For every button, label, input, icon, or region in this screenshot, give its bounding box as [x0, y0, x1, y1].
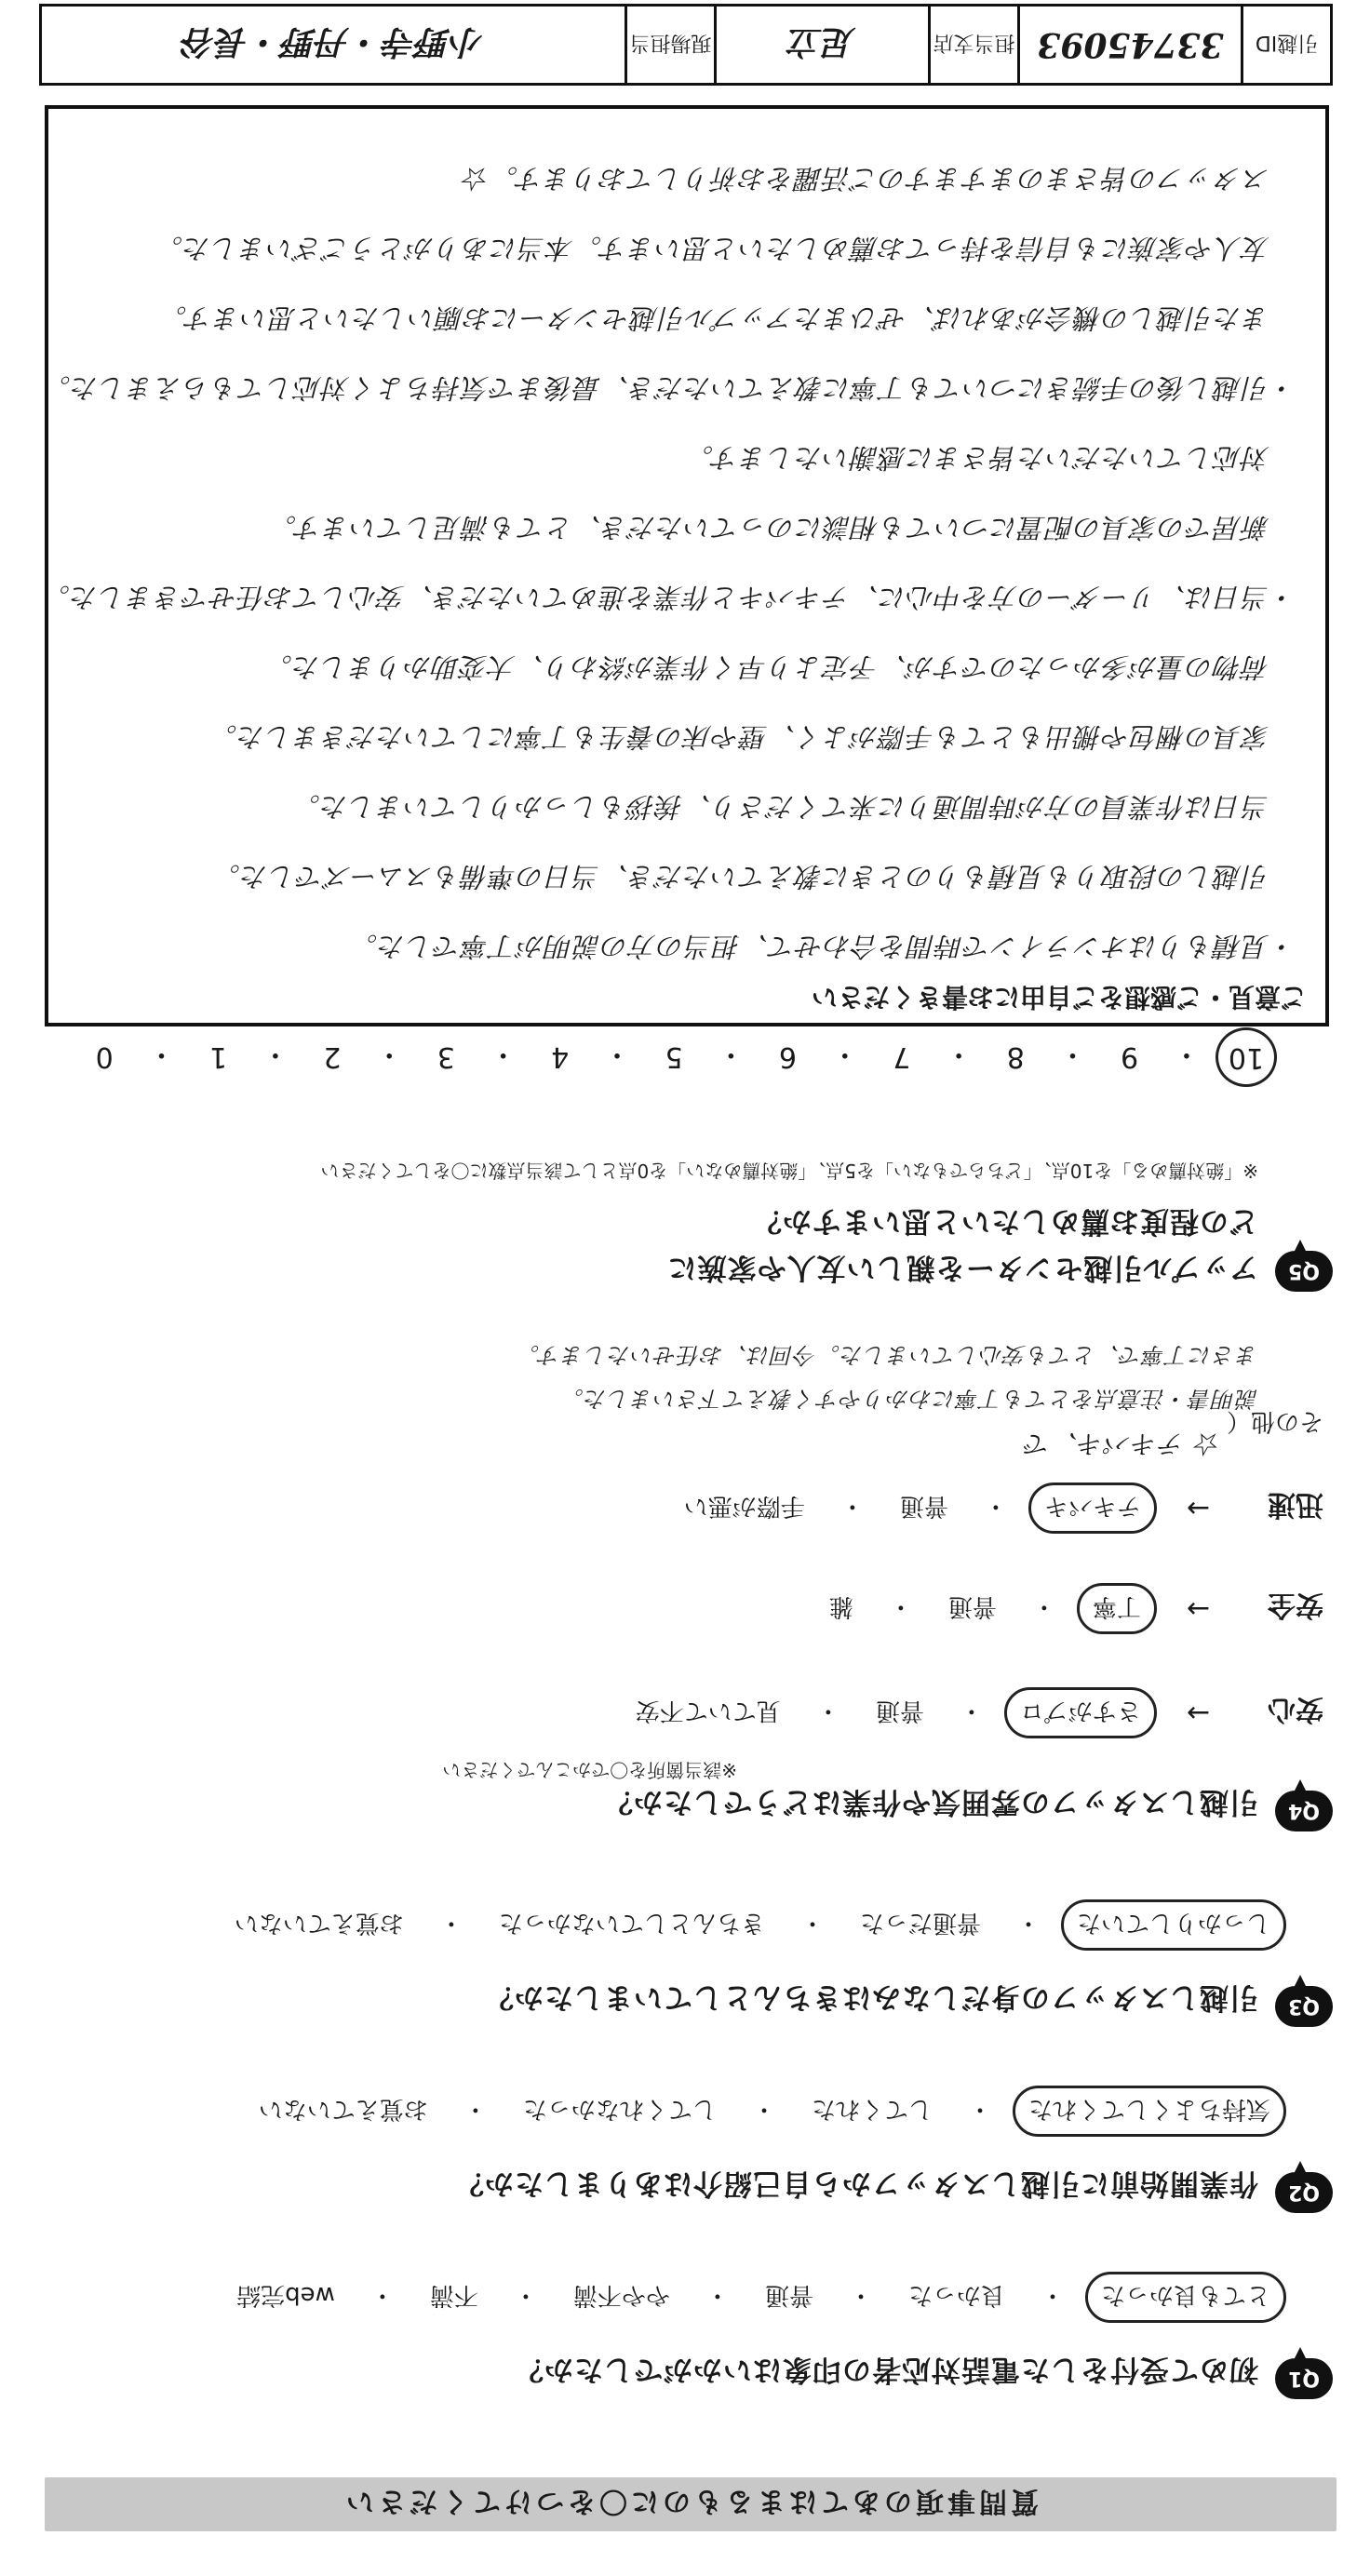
q1-options: とても良かった ・ 良かった ・ 普通 ・ やや不満 ・ 不満 ・ web完結 — [222, 2272, 1286, 2323]
q1-option[interactable]: web完結 — [236, 2281, 335, 2309]
comment-line: 当日は作業員の方が時間通りに来てくださり、挨拶もしっかりしていました。 — [291, 791, 1297, 823]
q2-badge: Q2 — [1275, 2172, 1333, 2213]
q4-row-label: 安心 — [1268, 1693, 1323, 1726]
q4-row-label: 迅速 — [1268, 1488, 1323, 1522]
scale-option[interactable]: 0 — [95, 1040, 114, 1074]
comment-line: ・引越し後の手続きについても丁寧に教えていただき、最後まで気持ちよく対応してもらえました。 — [42, 372, 1297, 404]
scale-option[interactable]: 1 — [209, 1040, 228, 1074]
comment-line: 引越しの段取りも見積もりのときに教えていただき、当日の準備もスムーズでした。 — [212, 861, 1297, 892]
arrow-right-icon: → — [1186, 1592, 1210, 1625]
comment-box[interactable] — [42, 105, 1329, 1026]
q3-option[interactable]: 普通だった — [859, 1909, 981, 1937]
q4-row-anzen: 安全 → 丁寧 ・ 普通 ・ 雑 — [814, 1583, 1323, 1634]
scale-option[interactable]: 9 — [1121, 1040, 1139, 1074]
q4-other-handwritten: ☆ テキパキ、で — [1024, 1429, 1221, 1459]
info-table — [39, 4, 1333, 86]
q5-question-line2: どの程度お薦めしたいと思いますか？ — [752, 1204, 1258, 1238]
q4-other-handwritten: 説明書・注意点をとても丁寧にわかりやすく教えて下さいました。 — [560, 1386, 1258, 1412]
q2-question: 作業開始前に引越しスタッフから自己紹介はありましたか？ — [454, 2167, 1258, 2200]
q1-question: 初めて受付をした電話対応者の印象はいかがでしたか？ — [514, 2353, 1258, 2386]
q1-option[interactable]: 不満 — [429, 2281, 478, 2309]
scale-option[interactable]: 3 — [437, 1040, 455, 1074]
scale-option[interactable]: 7 — [893, 1040, 911, 1074]
q4-row-label: 安全 — [1268, 1589, 1323, 1622]
q5-badge: Q5 — [1275, 1251, 1333, 1292]
q4-option-selected[interactable]: さすがプロ — [1004, 1687, 1157, 1738]
q2-option[interactable]: してくれた — [811, 2095, 933, 2123]
comment-line: また引越しの機会があれば、ぜひまたアップル引越センターにお願いしたいと思います。 — [158, 302, 1297, 334]
comment-line: 友人や家族にも自信を持ってお薦めしたいと思います。本当にありがとうございました。 — [154, 233, 1297, 264]
scale-option[interactable]: 2 — [323, 1040, 342, 1074]
scale-option[interactable]: 8 — [1006, 1040, 1025, 1074]
q1-badge: Q1 — [1275, 2358, 1333, 2399]
scale-option-selected[interactable]: 10 — [1216, 1027, 1277, 1087]
q4-option[interactable]: 普通 — [875, 1697, 924, 1724]
q4-other-label: その他（ — [1226, 1407, 1323, 1435]
scale-option[interactable]: 5 — [665, 1040, 683, 1074]
q3-option[interactable]: きちんとしていなかった — [498, 1909, 765, 1937]
q5-note: ※「絶対薦める」を10点、「どちらでもない」を5点、「絶対薦めない」を0点として該当点数に〇をしてください — [320, 1160, 1258, 1182]
q4-option[interactable]: 見ていて不安 — [635, 1697, 781, 1724]
q4-note: ※該当箇所を〇でかこんでください — [442, 1759, 737, 1781]
comment-line: 家具の梱包や搬出もとても手際がよく、壁や床の養生も丁寧にしていただきました。 — [208, 721, 1297, 753]
comment-line: 新居での家具の配置についても相談にのっていただき、とても満足しています。 — [268, 512, 1297, 543]
comment-line: ・見積もりはオンラインで時間を合わせて、担当の方の説明が丁寧でした。 — [349, 931, 1297, 962]
q1-option[interactable]: 良かった — [907, 2281, 1005, 2309]
arrow-right-icon: → — [1186, 1697, 1210, 1729]
q4-row-jinsoku: 迅速 → テキパキ ・ 普通 ・ 手際が悪い — [669, 1483, 1323, 1534]
q2-option[interactable]: お覚えていない — [258, 2095, 428, 2123]
q4-option[interactable]: 手際が悪い — [683, 1492, 805, 1520]
q4-row-anshin: 安心 → さすがプロ ・ 普通 ・ 見ていて不安 — [621, 1687, 1323, 1738]
q2-option-selected[interactable]: 気持ちよくしてくれた — [1013, 2086, 1286, 2137]
q4-badge: Q4 — [1275, 1791, 1333, 1831]
branch-label: 担当支店 — [928, 7, 1017, 83]
q3-option-selected[interactable]: しっかりしていた — [1061, 1899, 1286, 1951]
q3-question: 引越しスタッフの身だしなみはきちんとしていましたか？ — [484, 1980, 1258, 2014]
team-value: 小野寺・丹野・長谷 — [182, 22, 485, 62]
comment-line: スタッフの皆さまのますますのご活躍をお祈りしております。☆ — [462, 163, 1297, 195]
q2-option[interactable]: してくれなかった — [522, 2095, 717, 2123]
scale-option[interactable]: 6 — [778, 1040, 798, 1074]
q4-question: 引越しスタッフの雰囲気や作業はどうでしたか？ — [603, 1785, 1258, 1818]
q4-option-selected[interactable]: テキパキ — [1028, 1483, 1157, 1534]
q3-options: しっかりしていた ・ 普通だった ・ きちんとしていなかった ・ お覚えていない — [220, 1899, 1286, 1951]
comment-line: 荷物の量が多かったのですが、予定より早く作業が終わり、大変助かりました。 — [263, 651, 1297, 683]
q3-badge: Q3 — [1275, 1986, 1333, 2027]
q5-question-line1: アップル引越センターを親しい友人や家族に — [666, 1251, 1258, 1284]
move-id-label: 引越ID — [1241, 7, 1330, 83]
scale-option[interactable]: 4 — [551, 1040, 570, 1074]
q4-option[interactable]: 普通 — [899, 1492, 948, 1520]
team-label: 現場担当 — [625, 7, 714, 83]
q4-other-handwritten: まさに丁寧で、とても安心していました。今回は、お任せいたします。 — [516, 1342, 1258, 1368]
move-id-value: 33745093 — [1017, 7, 1241, 83]
comment-title: ご意見・ご感想をご自由にお書きください — [811, 982, 1307, 1013]
q5-scale: 10 ・ 9 ・ 8 ・ 7 ・ 6 ・ 5 ・ 4 ・ 3 ・ 2 ・ 1 ・ 0 — [76, 1027, 1277, 1087]
q4-option-selected[interactable]: 丁寧 — [1077, 1583, 1157, 1634]
q2-options: 気持ちよくしてくれた ・ してくれた ・ してくれなかった ・ お覚えていない — [244, 2086, 1286, 2137]
comment-line: 対応していただいた皆さまに感謝いたします。 — [685, 442, 1297, 474]
q1-option-selected[interactable]: とても良かった — [1085, 2272, 1286, 2323]
q4-option[interactable]: 雑 — [828, 1592, 853, 1620]
q3-option[interactable]: お覚えていない — [234, 1909, 404, 1937]
instruction-banner — [45, 2477, 1336, 2531]
q4-option[interactable]: 普通 — [947, 1592, 997, 1620]
branch-value: 足立 — [714, 7, 928, 83]
comment-line: ・当日は、リーダーの方を中心に、テキパキと作業を進めていただき、安心してお任せできました。 — [42, 582, 1297, 613]
q1-option[interactable]: やや不満 — [572, 2281, 670, 2309]
arrow-right-icon: → — [1186, 1492, 1210, 1524]
instruction-text: 質問事項のあてはまるものに〇をつけてください — [342, 2485, 1039, 2517]
q1-option[interactable]: 普通 — [764, 2281, 813, 2309]
